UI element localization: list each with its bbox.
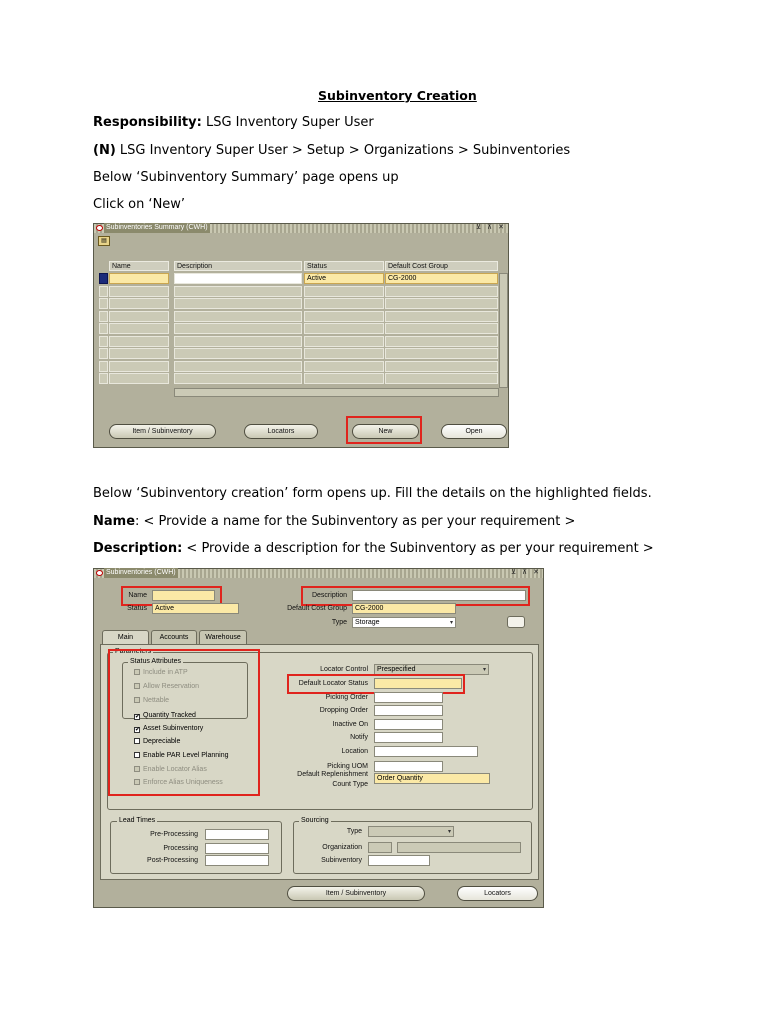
grid-cell[interactable] bbox=[385, 336, 498, 347]
col-header-name: Name bbox=[109, 261, 169, 271]
grid-cell[interactable] bbox=[109, 373, 169, 384]
row-indicator[interactable] bbox=[99, 336, 108, 347]
oracle-logo-icon bbox=[96, 570, 103, 576]
sourcing-title: Sourcing bbox=[301, 817, 329, 824]
tab-accounts[interactable]: Accounts bbox=[151, 630, 197, 644]
grid-cell[interactable] bbox=[385, 311, 498, 322]
allow-reservation-label: Allow Reservation bbox=[143, 683, 200, 690]
col-header-status: Status bbox=[304, 261, 384, 271]
page-title: Subinventory Creation bbox=[318, 88, 477, 103]
description-instruction-label: Description: bbox=[93, 541, 183, 556]
location-input[interactable] bbox=[374, 746, 478, 757]
locators-button[interactable]: Locators bbox=[244, 424, 318, 439]
checkbox-icon: ✔ bbox=[135, 727, 141, 733]
new-highlight-box bbox=[346, 416, 422, 444]
row-indicator[interactable] bbox=[99, 323, 108, 334]
chevron-down-icon: ▾ bbox=[447, 829, 451, 835]
summary-window-title: Subinventories Summary (CWH) bbox=[106, 224, 208, 231]
nav-path: LSG Inventory Super User > Setup > Organizations > Subinventories bbox=[119, 143, 571, 158]
grid-cell[interactable] bbox=[304, 336, 384, 347]
depreciable-label: Depreciable bbox=[143, 738, 181, 745]
grid-cell[interactable] bbox=[109, 286, 169, 297]
new-button[interactable]: New bbox=[352, 424, 419, 439]
description-instruction bbox=[93, 541, 654, 556]
description-label: Description bbox=[311, 592, 347, 599]
sourcing-subinventory-label: Subinventory bbox=[321, 857, 362, 864]
form-title-bar bbox=[94, 569, 543, 578]
quantity-tracked-label: Quantity Tracked bbox=[143, 712, 196, 719]
grid-cell[interactable] bbox=[304, 323, 384, 334]
picking-uom-input[interactable] bbox=[374, 761, 443, 772]
chevron-down-icon: ▾ bbox=[482, 667, 486, 673]
type-value: Storage bbox=[355, 619, 380, 626]
grid-cell[interactable] bbox=[109, 348, 169, 359]
sourcing-type-label: Type bbox=[346, 828, 362, 835]
grid-cell[interactable] bbox=[109, 298, 169, 309]
sourcing-organization-name[interactable] bbox=[397, 842, 521, 853]
horizontal-scrollbar[interactable] bbox=[174, 388, 499, 397]
col-header-description: Description bbox=[174, 261, 302, 271]
enable-locator-alias-label: Enable Locator Alias bbox=[143, 766, 207, 773]
pre-processing-input[interactable] bbox=[205, 829, 269, 840]
inactive-on-label: Inactive On bbox=[332, 721, 368, 728]
grid-cell[interactable] bbox=[385, 286, 498, 297]
sourcing-subinventory-input[interactable] bbox=[368, 855, 430, 866]
locators-button[interactable]: Locators bbox=[457, 886, 538, 901]
grid-cell[interactable] bbox=[304, 373, 384, 384]
grid-cell[interactable] bbox=[174, 298, 302, 309]
window-controls-icon[interactable]: ⊻ ⊼ ✕ bbox=[475, 224, 506, 231]
notify-input[interactable] bbox=[374, 732, 443, 743]
vertical-scrollbar[interactable] bbox=[499, 273, 508, 388]
grid-cell[interactable] bbox=[174, 336, 302, 347]
description-instruction-text: < Provide a description for the Subinventory as per your requirement > bbox=[186, 541, 654, 556]
picking-order-input[interactable] bbox=[374, 692, 443, 703]
enable-par-level-planning-label: Enable PAR Level Planning bbox=[143, 752, 229, 759]
subinventory-form-window bbox=[93, 568, 544, 908]
lead-times-title: Lead Times bbox=[119, 817, 156, 824]
grid-cell[interactable] bbox=[174, 373, 302, 384]
grid-cell[interactable] bbox=[304, 348, 384, 359]
grid-cell[interactable] bbox=[385, 298, 498, 309]
locator-control-label: Locator Control bbox=[320, 666, 368, 673]
summary-instruction: Below ‘Subinventory Summary’ page opens up bbox=[93, 170, 399, 185]
row-description-cell[interactable] bbox=[174, 273, 302, 284]
row-indicator[interactable] bbox=[99, 298, 108, 309]
name-instruction bbox=[93, 514, 575, 529]
summary-window bbox=[93, 223, 509, 448]
status-attributes-title: Status Attributes bbox=[130, 658, 181, 665]
name-label: Name bbox=[128, 592, 147, 599]
window-controls-icon[interactable]: ⊻ ⊼ ✕ bbox=[510, 569, 541, 576]
dropping-order-label: Dropping Order bbox=[319, 707, 368, 714]
grid-cell[interactable] bbox=[174, 286, 302, 297]
grid-cell[interactable] bbox=[304, 298, 384, 309]
count-type-label: Count Type bbox=[332, 781, 368, 788]
status-field[interactable]: Active bbox=[152, 603, 239, 614]
dropping-order-input[interactable] bbox=[374, 705, 443, 716]
location-label: Location bbox=[341, 748, 368, 755]
inactive-on-input[interactable] bbox=[374, 719, 443, 730]
oracle-logo-icon bbox=[96, 225, 103, 231]
tab-main[interactable]: Main bbox=[102, 630, 149, 645]
grid-cell[interactable] bbox=[385, 361, 498, 372]
grid-cell[interactable] bbox=[174, 361, 302, 372]
summary-title-bar bbox=[94, 224, 508, 233]
default-replenishment-label: Default Replenishment bbox=[297, 771, 368, 778]
default-locator-status-label: Default Locator Status bbox=[298, 680, 368, 687]
grid-cell[interactable] bbox=[109, 323, 169, 334]
open-button[interactable]: Open bbox=[441, 424, 507, 439]
responsibility-line bbox=[93, 115, 374, 130]
name-instruction-text: : < Provide a name for the Subinventory as per your requirement > bbox=[135, 514, 576, 529]
picking-uom-label: Picking UOM bbox=[327, 763, 368, 770]
row-indicator[interactable] bbox=[99, 361, 108, 372]
item-subinventory-button[interactable]: Item / Subinventory bbox=[287, 886, 425, 901]
picking-order-label: Picking Order bbox=[325, 694, 368, 701]
responsibility-value: LSG Inventory Super User bbox=[205, 115, 374, 130]
creation-instruction: Below ‘Subinventory creation’ form opens up. Fill the details on the highlighted fields. bbox=[93, 486, 652, 501]
folder-icon[interactable]: ▤ bbox=[98, 236, 110, 246]
parameters-highlight-box bbox=[108, 649, 260, 796]
form-window-title: Subinventories (CWH) bbox=[106, 569, 176, 576]
chevron-down-icon: ▾ bbox=[449, 620, 453, 626]
default-cost-group-field[interactable]: CG-2000 bbox=[352, 603, 456, 614]
include-in-atp-label: Include in ATP bbox=[143, 669, 188, 676]
notify-label: Notify bbox=[350, 734, 368, 741]
grid-cell[interactable] bbox=[174, 323, 302, 334]
item-subinventory-button[interactable]: Item / Subinventory bbox=[109, 424, 216, 439]
replenishment-count-type-field[interactable]: Order Quantity bbox=[374, 773, 490, 784]
row-name-cell[interactable] bbox=[109, 273, 169, 284]
nav-prefix: (N) bbox=[93, 143, 116, 158]
default-cost-group-label: Default Cost Group bbox=[287, 605, 347, 612]
grid-cell[interactable] bbox=[109, 336, 169, 347]
row-status-cell[interactable]: Active bbox=[304, 273, 384, 284]
grid-cell[interactable] bbox=[174, 348, 302, 359]
row-indicator[interactable] bbox=[99, 273, 108, 284]
grid-cell[interactable] bbox=[304, 361, 384, 372]
name-instruction-label: Name bbox=[93, 514, 136, 529]
processing-input[interactable] bbox=[205, 843, 269, 854]
type-label: Type bbox=[331, 619, 347, 626]
row-indicator[interactable] bbox=[99, 348, 108, 359]
processing-label: Processing bbox=[163, 845, 198, 852]
grid-cell[interactable] bbox=[304, 286, 384, 297]
enforce-alias-uniqueness-label: Enforce Alias Uniqueness bbox=[143, 779, 223, 786]
status-label: Status bbox=[127, 605, 147, 612]
row-indicator[interactable] bbox=[99, 311, 108, 322]
grid-cell[interactable] bbox=[385, 323, 498, 334]
row-cost-group-cell[interactable]: CG-2000 bbox=[385, 273, 498, 284]
locator-control-value: Prespecified bbox=[377, 666, 416, 673]
checkbox-icon: ✔ bbox=[135, 714, 141, 720]
responsibility-label: Responsibility: bbox=[93, 115, 202, 130]
post-processing-input[interactable] bbox=[205, 855, 269, 866]
grid-cell[interactable] bbox=[385, 373, 498, 384]
sourcing-organization-label: Organization bbox=[322, 844, 362, 851]
post-processing-label: Post-Processing bbox=[147, 857, 198, 864]
row-indicator[interactable] bbox=[99, 373, 108, 384]
sourcing-organization-code[interactable] bbox=[368, 842, 392, 853]
col-header-cost-group: Default Cost Group bbox=[385, 261, 498, 271]
asset-subinventory-label: Asset Subinventory bbox=[143, 725, 204, 732]
parameters-title: Parameters bbox=[115, 648, 152, 655]
descriptive-flexfield-icon[interactable] bbox=[507, 616, 525, 628]
sourcing-type-select[interactable] bbox=[368, 826, 454, 837]
grid-cell[interactable] bbox=[174, 311, 302, 322]
grid-cell[interactable] bbox=[385, 348, 498, 359]
nettable-label: Nettable bbox=[143, 697, 170, 704]
default-locator-status-highlight-box bbox=[287, 674, 465, 694]
row-indicator[interactable] bbox=[99, 286, 108, 297]
pre-processing-label: Pre-Processing bbox=[150, 831, 198, 838]
type-select[interactable] bbox=[352, 617, 456, 628]
grid-cell[interactable] bbox=[109, 311, 169, 322]
grid-cell[interactable] bbox=[304, 311, 384, 322]
click-new-instruction: Click on ‘New’ bbox=[93, 197, 186, 212]
tab-warehouse[interactable]: Warehouse bbox=[199, 630, 247, 644]
navigation-line bbox=[93, 143, 570, 158]
main-tab-panel bbox=[100, 644, 539, 880]
grid-cell[interactable] bbox=[109, 361, 169, 372]
